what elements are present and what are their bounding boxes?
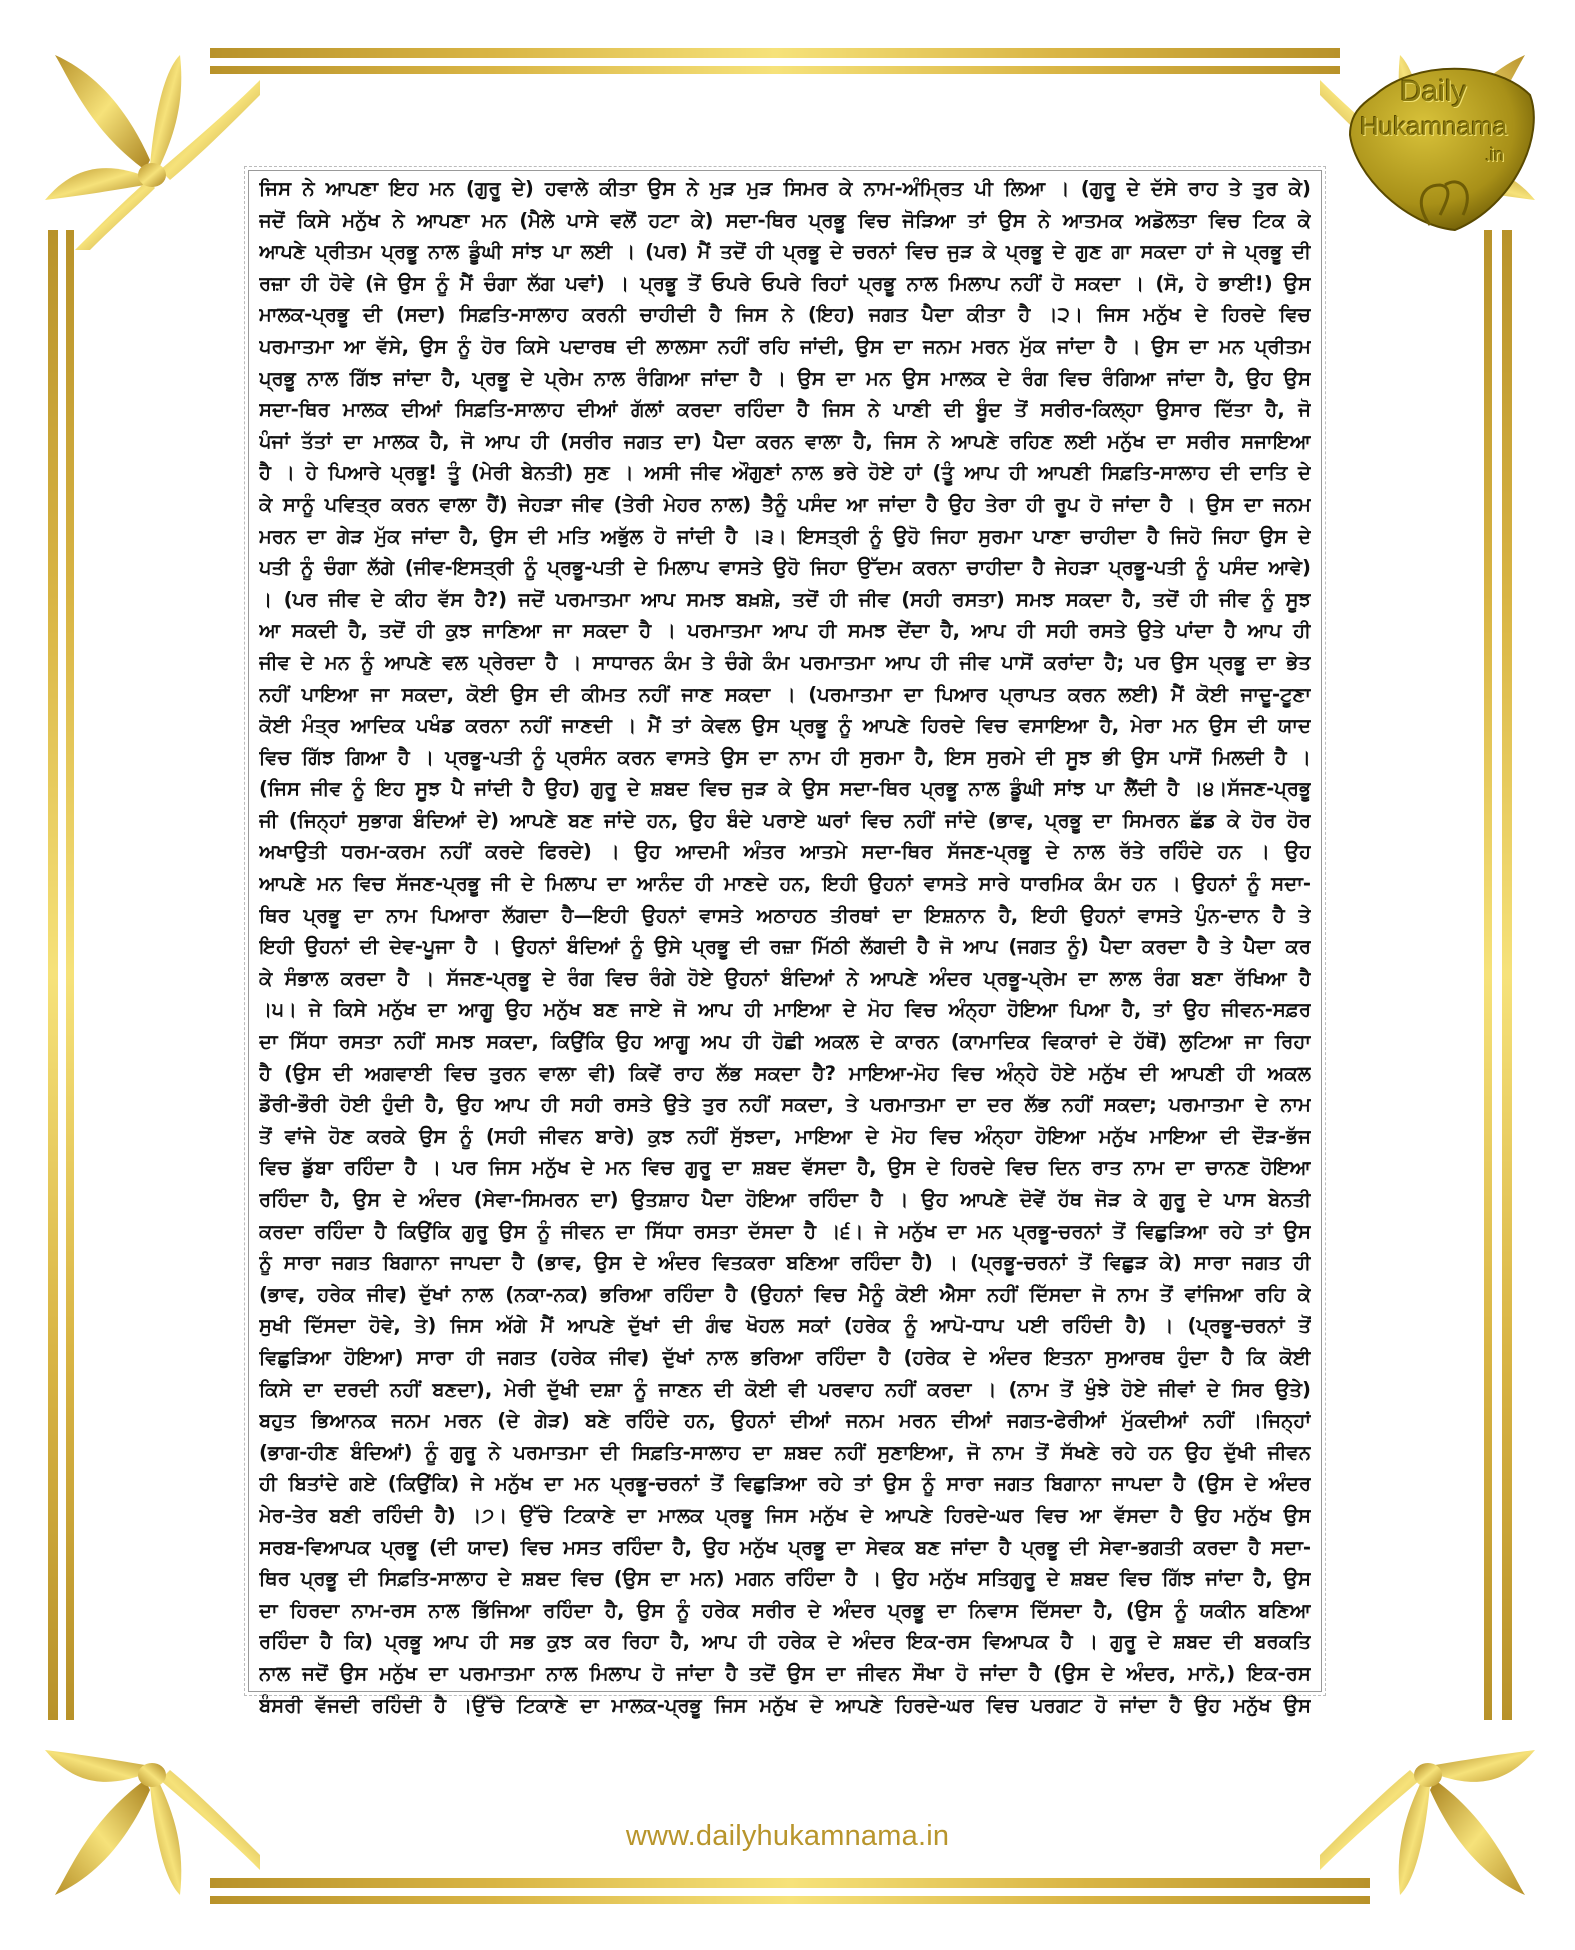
text-line: ਮਾਲਕ-ਪ੍ਰਭੂ ਦੀ (ਸਦਾ) ਸਿਫ਼ਤਿ-ਸਾਲਾਹ ਕਰਨੀ ਚਾਹੀਦੀ ਹੈ ਜਿਸ ਨੇ (ਇਹ) ਜਗਤ ਪੈਦਾ ਕੀਤਾ ਹੈ ।੨। ਜਿਸ ਮਨੁੱਖ ਦੇ ਹਿਰਦੇ ਵਿਚ: [259, 303, 1311, 327]
frame-bottom-outer: [210, 1878, 1370, 1888]
text-line: ਆਪਣੇ ਪ੍ਰੀਤਮ ਪ੍ਰਭੂ ਨਾਲ ਡੂੰਘੀ ਸਾਂਝ ਪਾ ਲਈ । (ਪਰ) ਮੈਂ ਤਦੋਂ ਹੀ ਪ੍ਰਭੂ ਦੇ ਚਰਨਾਂ ਵਿਚ ਜੁੜ ਕੇ ਪ੍ਰਭੂ ਦੇ ਗੁਣ ਗਾ ਸਕਦਾ ਹਾਂ ਜੇ ਪ੍ਰਭੂ ਦੀ: [259, 240, 1311, 264]
frame-left-inner: [66, 230, 74, 1720]
text-line: ਕੋਈ ਮੰਤ੍ਰ ਆਦਿਕ ਪਖੰਡ ਕਰਨਾ ਨਹੀਂ ਜਾਣਦੀ । ਮੈਂ ਤਾਂ ਕੇਵਲ ਉਸ ਪ੍ਰਭੂ ਨੂੰ ਆਪਣੇ ਹਿਰਦੇ ਵਿਚ ਵਸਾਇਆ ਹੈ, ਮੇਰਾ ਮਨ ਉਸ ਦੀ ਯਾਦ: [259, 714, 1311, 738]
text-line: ਨਾਲ ਜਦੋਂ ਉਸ ਮਨੁੱਖ ਦਾ ਪਰਮਾਤਮਾ ਨਾਲ ਮਿਲਾਪ ਹੋ ਜਾਂਦਾ ਹੈ ਤਦੋਂ ਉਸ ਦਾ ਜੀਵਨ ਸੌਖਾ ਹੋ ਜਾਂਦਾ ਹੈ (ਉਸ ਦੇ ਅੰਦਰ, ਮਾਨੋ,) ਇਕ-ਰਸ: [259, 1661, 1311, 1685]
frame-bottom-inner: [210, 1896, 1370, 1904]
text-line: ਪਤੀ ਨੂੰ ਚੰਗਾ ਲੱਗੇ (ਜੀਵ-ਇਸਤ੍ਰੀ ਨੂੰ ਪ੍ਰਭੂ-ਪਤੀ ਦੇ ਮਿਲਾਪ ਵਾਸਤੇ ਉਹੋ ਜਿਹਾ ਉੱਦਮ ਕਰਨਾ ਚਾਹੀਦਾ ਹੈ ਜੇਹੜਾ ਪ੍ਰਭੂ-ਪਤੀ ਨੂੰ ਪਸੰਦ ਆਵੇ): [259, 556, 1311, 580]
text-line: ਰਜ਼ਾ ਹੀ ਹੋਵੇ (ਜੇ ਉਸ ਨੂੰ ਮੈਂ ਚੰਗਾ ਲੱਗ ਪਵਾਂ) । ਪ੍ਰਭੂ ਤੋਂ ਓਪਰੇ ਓਪਰੇ ਰਿਹਾਂ ਪ੍ਰਭੂ ਨਾਲ ਮਿਲਾਪ ਨਹੀਂ ਹੋ ਸਕਦਾ । (ਸੋ, ਹੇ ਭਾਈ!) ਉਸ: [259, 271, 1311, 295]
frame-top-inner: [210, 66, 1340, 74]
corner-ornament-top-left: [30, 20, 260, 250]
flourish-icon: [1320, 1700, 1550, 1930]
text-line: ਥਿਰ ਪ੍ਰਭੂ ਦਾ ਨਾਮ ਪਿਆਰਾ ਲੱਗਦਾ ਹੈ—ਇਹੀ ਉਹਨਾਂ ਵਾਸਤੇ ਅਠਾਹਠ ਤੀਰਥਾਂ ਦਾ ਇਸ਼ਨਾਨ ਹੈ, ਇਹੀ ਉਹਨਾਂ ਵਾਸਤੇ ਪੁੰਨ-ਦਾਨ ਹੈ ਤੇ: [259, 903, 1311, 927]
text-line: ਰਹਿੰਦਾ ਹੈ ਕਿ) ਪ੍ਰਭੂ ਆਪ ਹੀ ਸਭ ਕੁਝ ਕਰ ਰਿਹਾ ਹੈ, ਆਪ ਹੀ ਹਰੇਕ ਦੇ ਅੰਦਰ ਇਕ-ਰਸ ਵਿਆਪਕ ਹੈ । ਗੁਰੂ ਦੇ ਸ਼ਬਦ ਦੀ ਬਰਕਤਿ: [259, 1630, 1311, 1654]
gurbani-explanation-panel: [248, 170, 1322, 1717]
text-line: (ਜਿਸ ਜੀਵ ਨੂੰ ਇਹ ਸੂਝ ਪੈ ਜਾਂਦੀ ਹੈ ਉਹ) ਗੁਰੂ ਦੇ ਸ਼ਬਦ ਵਿਚ ਜੁੜ ਕੇ ਉਸ ਸਦਾ-ਥਿਰ ਪ੍ਰਭੂ ਨਾਲ ਡੂੰਘੀ ਸਾਂਝ ਪਾ ਲੈਂਦੀ ਹੈ ।੪।ਸੱਜਣ-ਪ੍ਰਭੂ: [259, 777, 1311, 801]
text-line: ਹੈ । ਹੇ ਪਿਆਰੇ ਪ੍ਰਭੂ! ਤੂੰ (ਮੇਰੀ ਬੇਨਤੀ) ਸੁਣ । ਅਸੀ ਜੀਵ ਔਗੁਣਾਂ ਨਾਲ ਭਰੇ ਹੋਏ ਹਾਂ (ਤੂੰ ਆਪ ਹੀ ਆਪਣੀ ਸਿਫ਼ਤਿ-ਸਾਲਾਹ ਦੀ ਦਾਤਿ ਦੇ: [259, 461, 1311, 485]
text-line: ਕੇ ਸੰਭਾਲ ਕਰਦਾ ਹੈ । ਸੱਜਣ-ਪ੍ਰਭੂ ਦੇ ਰੰਗ ਵਿਚ ਰੰਗੇ ਹੋਏ ਉਹਨਾਂ ਬੰਦਿਆਂ ਨੇ ਆਪਣੇ ਅੰਦਰ ਪ੍ਰਭੂ-ਪ੍ਰੇਮ ਦਾ ਲਾਲ ਰੰਗ ਬਣਾ ਰੱਖਿਆ ਹੈ: [259, 966, 1311, 990]
text-line: ਹੀ ਬਿਤਾਂਦੇ ਗਏ (ਕਿਉਂਕਿ) ਜੇ ਮਨੁੱਖ ਦਾ ਮਨ ਪ੍ਰਭੂ-ਚਰਨਾਂ ਤੋਂ ਵਿਛੁੜਿਆ ਰਹੇ ਤਾਂ ਉਸ ਨੂੰ ਸਾਰਾ ਜਗਤ ਬਿਗਾਨਾ ਜਾਪਦਾ ਹੈ (ਉਸ ਦੇ ਅੰਦਰ: [259, 1472, 1311, 1496]
frame-right-inner: [1484, 230, 1492, 1720]
text-line: ਸੁਖੀ ਦਿੱਸਦਾ ਹੋਵੇ, ਤੇ) ਜਿਸ ਅੱਗੇ ਮੈਂ ਆਪਣੇ ਦੁੱਖਾਂ ਦੀ ਗੰਢ ਖੋਹਲ ਸਕਾਂ (ਹਰੇਕ ਨੂੰ ਆਪੋ-ਧਾਪ ਪਈ ਰਹਿੰਦੀ ਹੈ) । (ਪ੍ਰਭੂ-ਚਰਨਾਂ ਤੋਂ: [259, 1314, 1311, 1338]
corner-ornament-bottom-right: [1320, 1700, 1550, 1930]
flourish-icon: [30, 1700, 260, 1930]
text-line: ਤੋਂ ਵਾਂਜੇ ਹੋਣ ਕਰਕੇ ਉਸ ਨੂੰ (ਸਹੀ ਜੀਵਨ ਬਾਰੇ) ਕੁਝ ਨਹੀਂ ਸੁੱਝਦਾ, ਮਾਇਆ ਦੇ ਮੋਹ ਵਿਚ ਅੰਨ੍ਹਾ ਹੋਇਆ ਮਨੁੱਖ ਮਾਇਆ ਦੀ ਦੌੜ-ਭੱਜ: [259, 1124, 1311, 1148]
text-line: ਨਹੀਂ ਪਾਇਆ ਜਾ ਸਕਦਾ, ਕੋਈ ਉਸ ਦੀ ਕੀਮਤ ਨਹੀਂ ਜਾਣ ਸਕਦਾ । (ਪਰਮਾਤਮਾ ਦਾ ਪਿਆਰ ਪ੍ਰਾਪਤ ਕਰਨ ਲਈ) ਮੈਂ ਕੋਈ ਜਾਦੂ-ਟੂਣਾ: [259, 682, 1311, 706]
text-line: ਆਪਣੇ ਮਨ ਵਿਚ ਸੱਜਣ-ਪ੍ਰਭੂ ਜੀ ਦੇ ਮਿਲਾਪ ਦਾ ਆਨੰਦ ਹੀ ਮਾਣਦੇ ਹਨ, ਇਹੀ ਉਹਨਾਂ ਵਾਸਤੇ ਸਾਰੇ ਧਾਰਮਿਕ ਕੰਮ ਹਨ । ਉਹਨਾਂ ਨੂੰ ਸਦਾ-: [259, 872, 1311, 896]
text-line: ਸਰਬ-ਵਿਆਪਕ ਪ੍ਰਭੂ (ਦੀ ਯਾਦ) ਵਿਚ ਮਸਤ ਰਹਿੰਦਾ ਹੈ, ਉਹ ਮਨੁੱਖ ਪ੍ਰਭੂ ਦਾ ਸੇਵਕ ਬਣ ਜਾਂਦਾ ਹੈ ਪ੍ਰਭੂ ਦੀ ਸੇਵਾ-ਭਗਤੀ ਕਰਦਾ ਹੈ ਸਦਾ-: [259, 1535, 1311, 1559]
text-line: ਪੰਜਾਂ ਤੱਤਾਂ ਦਾ ਮਾਲਕ ਹੈ, ਜੋ ਆਪ ਹੀ (ਸਰੀਰ ਜਗਤ ਦਾ) ਪੈਦਾ ਕਰਨ ਵਾਲਾ ਹੈ, ਜਿਸ ਨੇ ਆਪਣੇ ਰਹਿਣ ਲਈ ਮਨੁੱਖ ਦਾ ਸਰੀਰ ਸਜਾਇਆ: [259, 429, 1311, 453]
text-line: ਕੇ ਸਾਨੂੰ ਪਵਿਤ੍ਰ ਕਰਨ ਵਾਲਾ ਹੈਂ) ਜੇਹੜਾ ਜੀਵ (ਤੇਰੀ ਮੇਹਰ ਨਾਲ) ਤੈਨੂੰ ਪਸੰਦ ਆ ਜਾਂਦਾ ਹੈ ਉਹ ਤੇਰਾ ਹੀ ਰੂਪ ਹੋ ਜਾਂਦਾ ਹੈ । ਉਸ ਦਾ ਜਨਮ: [259, 492, 1311, 516]
text-line: ਪਰਮਾਤਮਾ ਆ ਵੱਸੇ, ਉਸ ਨੂੰ ਹੋਰ ਕਿਸੇ ਪਦਾਰਥ ਦੀ ਲਾਲਸਾ ਨਹੀਂ ਰਹਿ ਜਾਂਦੀ, ਉਸ ਦਾ ਜਨਮ ਮਰਨ ਮੁੱਕ ਜਾਂਦਾ ਹੈ । ਉਸ ਦਾ ਮਨ ਪ੍ਰੀਤਮ: [259, 334, 1311, 358]
text-line: ਨੂੰ ਸਾਰਾ ਜਗਤ ਬਿਗਾਨਾ ਜਾਪਦਾ ਹੈ (ਭਾਵ, ਉਸ ਦੇ ਅੰਦਰ ਵਿਤਕਰਾ ਬਣਿਆ ਰਹਿੰਦਾ ਹੈ) । (ਪ੍ਰਭੂ-ਚਰਨਾਂ ਤੋਂ ਵਿਛੁੜ ਕੇ) ਸਾਰਾ ਜਗਤ ਹੀ: [259, 1251, 1311, 1275]
text-line: ਬਹੁਤ ਭਿਆਨਕ ਜਨਮ ਮਰਨ (ਦੇ ਗੇੜ) ਬਣੇ ਰਹਿੰਦੇ ਹਨ, ਉਹਨਾਂ ਦੀਆਂ ਜਨਮ ਮਰਨ ਦੀਆਂ ਜਗਤ-ਫੇਰੀਆਂ ਮੁੱਕਦੀਆਂ ਨਹੀਂ ।ਜਿਨ੍ਹਾਂ: [259, 1409, 1311, 1433]
text-line: ਇਹੀ ਉਹਨਾਂ ਦੀ ਦੇਵ-ਪੂਜਾ ਹੈ । ਉਹਨਾਂ ਬੰਦਿਆਂ ਨੂੰ ਉਸੇ ਪ੍ਰਭੂ ਦੀ ਰਜ਼ਾ ਮਿੱਠੀ ਲੱਗਦੀ ਹੈ ਜੋ ਆਪ (ਜਗਤ ਨੂੰ) ਪੈਦਾ ਕਰਦਾ ਹੈ ਤੇ ਪੈਦਾ ਕਰ: [259, 935, 1311, 959]
text-line: ।੫। ਜੇ ਕਿਸੇ ਮਨੁੱਖ ਦਾ ਆਗੂ ਉਹ ਮਨੁੱਖ ਬਣ ਜਾਏ ਜੋ ਆਪ ਹੀ ਮਾਇਆ ਦੇ ਮੋਹ ਵਿਚ ਅੰਨ੍ਹਾ ਹੋਇਆ ਪਿਆ ਹੈ, ਤਾਂ ਉਹ ਜੀਵਨ-ਸਫ਼ਰ: [259, 998, 1311, 1022]
text-line: (ਭਾਗ-ਹੀਣ ਬੰਦਿਆਂ) ਨੂੰ ਗੁਰੂ ਨੇ ਪਰਮਾਤਮਾ ਦੀ ਸਿਫ਼ਤਿ-ਸਾਲਾਹ ਦਾ ਸ਼ਬਦ ਨਹੀਂ ਸੁਣਾਇਆ, ਜੋ ਨਾਮ ਤੋਂ ਸੱਖਣੇ ਰਹੇ ਹਨ ਉਹ ਦੁੱਖੀ ਜੀਵਨ: [259, 1440, 1311, 1464]
frame-top-outer: [210, 48, 1340, 58]
text-line: ਵਿਚ ਡੁੱਬਾ ਰਹਿੰਦਾ ਹੈ । ਪਰ ਜਿਸ ਮਨੁੱਖ ਦੇ ਮਨ ਵਿਚ ਗੁਰੂ ਦਾ ਸ਼ਬਦ ਵੱਸਦਾ ਹੈ, ਉਸ ਦੇ ਹਿਰਦੇ ਵਿਚ ਦਿਨ ਰਾਤ ਨਾਮ ਦਾ ਚਾਨਣ ਹੋਇਆ: [259, 1156, 1311, 1180]
text-line: ਜੀਵ ਦੇ ਮਨ ਨੂੰ ਆਪਣੇ ਵਲ ਪ੍ਰੇਰਦਾ ਹੈ । ਸਾਧਾਰਨ ਕੰਮ ਤੇ ਚੰਗੇ ਕੰਮ ਪਰਮਾਤਮਾ ਆਪ ਹੀ ਜੀਵ ਪਾਸੋਂ ਕਰਾਂਦਾ ਹੈ; ਪਰ ਉਸ ਪ੍ਰਭੂ ਦਾ ਭੇਤ: [259, 650, 1311, 674]
text-line: ਜਦੋਂ ਕਿਸੇ ਮਨੁੱਖ ਨੇ ਆਪਣਾ ਮਨ (ਮੈਲੇ ਪਾਸੇ ਵਲੋਂ ਹਟਾ ਕੇ) ਸਦਾ-ਥਿਰ ਪ੍ਰਭੂ ਵਿਚ ਜੋੜਿਆ ਤਾਂ ਉਸ ਨੇ ਆਤਮਕ ਅਡੋਲਤਾ ਵਿਚ ਟਿਕ ਕੇ: [259, 208, 1311, 232]
text-line: ਆ ਸਕਦੀ ਹੈ, ਤਦੋਂ ਹੀ ਕੁਝ ਜਾਣਿਆ ਜਾ ਸਕਦਾ ਹੈ । ਪਰਮਾਤਮਾ ਆਪ ਹੀ ਸਮਝ ਦੇਂਦਾ ਹੈ, ਆਪ ਹੀ ਸਹੀ ਰਸਤੇ ਉਤੇ ਪਾਂਦਾ ਹੈ ਆਪ ਹੀ: [259, 619, 1311, 643]
text-line: ਕਰਦਾ ਰਹਿੰਦਾ ਹੈ ਕਿਉਂਕਿ ਗੁਰੂ ਉਸ ਨੂੰ ਜੀਵਨ ਦਾ ਸਿੱਧਾ ਰਸਤਾ ਦੱਸਦਾ ਹੈ ।੬। ਜੇ ਮਨੁੱਖ ਦਾ ਮਨ ਪ੍ਰਭੂ-ਚਰਨਾਂ ਤੋਂ ਵਿਛੁੜਿਆ ਰਹੇ ਤਾਂ ਉਸ: [259, 1219, 1311, 1243]
text-line: ਅਖਾਉਤੀ ਧਰਮ-ਕਰਮ ਨਹੀਂ ਕਰਦੇ ਫਿਰਦੇ) । ਉਹ ਆਦਮੀ ਅੰਤਰ ਆਤਮੇ ਸਦਾ-ਥਿਰ ਸੱਜਣ-ਪ੍ਰਭੂ ਦੇ ਨਾਲ ਰੱਤੇ ਰਹਿੰਦੇ ਹਨ । ਉਹ: [259, 840, 1311, 864]
text-line: ਸਦਾ-ਥਿਰ ਮਾਲਕ ਦੀਆਂ ਸਿਫ਼ਤਿ-ਸਾਲਾਹ ਦੀਆਂ ਗੱਲਾਂ ਕਰਦਾ ਰਹਿੰਦਾ ਹੈ ਜਿਸ ਨੇ ਪਾਣੀ ਦੀ ਬੂੰਦ ਤੋਂ ਸਰੀਰ-ਕਿਲ੍ਹਾ ਉਸਾਰ ਦਿੱਤਾ ਹੈ, ਜੋ: [259, 398, 1311, 422]
logo-text-daily: Daily: [1400, 75, 1467, 108]
frame-right-outer: [1502, 230, 1512, 1720]
text-line: ਜਿਸ ਨੇ ਆਪਣਾ ਇਹ ਮਨ (ਗੁਰੂ ਦੇ) ਹਵਾਲੇ ਕੀਤਾ ਉਸ ਨੇ ਮੁੜ ਮੁੜ ਸਿਮਰ ਕੇ ਨਾਮ-ਅੰਮ੍ਰਿਤ ਪੀ ਲਿਆ । (ਗੁਰੂ ਦੇ ਦੱਸੇ ਰਾਹ ਤੇ ਤੁਰ ਕੇ): [259, 177, 1311, 200]
text-line: ਡੌਰੀ-ਭੌਰੀ ਹੋਈ ਹੁੰਦੀ ਹੈ, ਉਹ ਆਪ ਹੀ ਸਹੀ ਰਸਤੇ ਉਤੇ ਤੁਰ ਨਹੀਂ ਸਕਦਾ, ਤੇ ਪਰਮਾਤਮਾ ਦਾ ਦਰ ਲੱਭ ਨਹੀਂ ਸਕਦਾ; ਪਰਮਾਤਮਾ ਦੇ ਨਾਮ: [259, 1093, 1311, 1117]
logo-text-domain: .in: [1485, 145, 1505, 165]
text-line: ਵਿਚ ਗਿੱਝ ਗਿਆ ਹੈ । ਪ੍ਰਭੂ-ਪਤੀ ਨੂੰ ਪ੍ਰਸੰਨ ਕਰਨ ਵਾਸਤੇ ਉਸ ਦਾ ਨਾਮ ਹੀ ਸੁਰਮਾ ਹੈ, ਇਸ ਸੁਰਮੇ ਦੀ ਸੂਝ ਭੀ ਉਸ ਪਾਸੋਂ ਮਿਲਦੀ ਹੈ ।: [259, 745, 1311, 769]
text-line: ਰਹਿੰਦਾ ਹੈ, ਉਸ ਦੇ ਅੰਦਰ (ਸੇਵਾ-ਸਿਮਰਨ ਦਾ) ਉਤਸ਼ਾਹ ਪੈਦਾ ਹੋਇਆ ਰਹਿੰਦਾ ਹੈ । ਉਹ ਆਪਣੇ ਦੋਵੇਂ ਹੱਥ ਜੋੜ ਕੇ ਗੁਰੂ ਦੇ ਪਾਸ ਬੇਨਤੀ: [259, 1188, 1311, 1211]
website-url[interactable]: www.dailyhukamnama.in: [625, 1820, 950, 1852]
corner-ornament-bottom-left: [30, 1700, 260, 1930]
flourish-icon: [30, 20, 260, 250]
daily-hukamnama-logo: [1345, 55, 1545, 235]
explanation-text: [249, 171, 1321, 1721]
logo-text-hukamnama: Hukamnama: [1360, 111, 1508, 141]
text-line: ਮੇਰ-ਤੇਰ ਬਣੀ ਰਹਿੰਦੀ ਹੈ) ।੭। ਉੱਚੇ ਟਿਕਾਣੇ ਦਾ ਮਾਲਕ ਪ੍ਰਭੂ ਜਿਸ ਮਨੁੱਖ ਦੇ ਆਪਣੇ ਹਿਰਦੇ-ਘਰ ਵਿਚ ਆ ਵੱਸਦਾ ਹੈ ਉਹ ਮਨੁੱਖ ਉਸ: [259, 1503, 1311, 1527]
text-line: ਕਿਸੇ ਦਾ ਦਰਦੀ ਨਹੀਂ ਬਣਦਾ), ਮੇਰੀ ਦੁੱਖੀ ਦਸ਼ਾ ਨੂੰ ਜਾਣਨ ਦੀ ਕੋਈ ਵੀ ਪਰਵਾਹ ਨਹੀਂ ਕਰਦਾ । (ਨਾਮ ਤੋਂ ਖੁੰਝੇ ਹੋਏ ਜੀਵਾਂ ਦੇ ਸਿਰ ਉਤੇ): [259, 1377, 1311, 1401]
text-line: ਬੰਸਰੀ ਵੱਜਦੀ ਰਹਿੰਦੀ ਹੈ ।ਉੱਚੇ ਟਿਕਾਣੇ ਦਾ ਮਾਲਕ-ਪ੍ਰਭੂ ਜਿਸ ਮਨੁੱਖ ਦੇ ਆਪਣੇ ਹਿਰਦੇ-ਘਰ ਵਿਚ ਪਰਗਟ ਹੋ ਜਾਂਦਾ ਹੈ ਉਹ ਮਨੁੱਖ ਉਸ: [259, 1693, 1311, 1717]
text-line: ਪ੍ਰਭੂ ਨਾਲ ਗਿੱਝ ਜਾਂਦਾ ਹੈ, ਪ੍ਰਭੂ ਦੇ ਪ੍ਰੇਮ ਨਾਲ ਰੰਗਿਆ ਜਾਂਦਾ ਹੈ । ਉਸ ਦਾ ਮਨ ਉਸ ਮਾਲਕ ਦੇ ਰੰਗ ਵਿਚ ਰੰਗਿਆ ਜਾਂਦਾ ਹੈ, ਉਹ ਉਸ: [259, 366, 1311, 390]
text-line: (ਭਾਵ, ਹਰੇਕ ਜੀਵ) ਦੁੱਖਾਂ ਨਾਲ (ਨਕਾ-ਨਕ) ਭਰਿਆ ਰਹਿੰਦਾ ਹੈ (ਉਹਨਾਂ ਵਿਚ ਮੈਨੂੰ ਕੋਈ ਐਸਾ ਨਹੀਂ ਦਿੱਸਦਾ ਜੋ ਨਾਮ ਤੋਂ ਵਾਂਜਿਆ ਰਹਿ ਕੇ: [259, 1282, 1311, 1306]
text-line: । (ਪਰ ਜੀਵ ਦੇ ਕੀਹ ਵੱਸ ਹੈ?) ਜਦੋਂ ਪਰਮਾਤਮਾ ਆਪ ਸਮਝ ਬਖ਼ਸ਼ੇ, ਤਦੋਂ ਹੀ ਜੀਵ (ਸਹੀ ਰਸਤਾ) ਸਮਝ ਸਕਦਾ ਹੈ, ਤਦੋਂ ਹੀ ਜੀਵ ਨੂੰ ਸੂਝ: [259, 587, 1311, 611]
text-line: ਵਿਛੁੜਿਆ ਹੋਇਆ) ਸਾਰਾ ਹੀ ਜਗਤ (ਹਰੇਕ ਜੀਵ) ਦੁੱਖਾਂ ਨਾਲ ਭਰਿਆ ਰਹਿੰਦਾ ਹੈ (ਹਰੇਕ ਦੇ ਅੰਦਰ ਇਤਨਾ ਸੁਆਰਥ ਹੁੰਦਾ ਹੈ ਕਿ ਕੋਈ: [259, 1345, 1311, 1369]
text-line: ਜੀ (ਜਿਨ੍ਹਾਂ ਸੁਭਾਗ ਬੰਦਿਆਂ ਦੇ) ਆਪਣੇ ਬਣ ਜਾਂਦੇ ਹਨ, ਉਹ ਬੰਦੇ ਪਰਾਏ ਘਰਾਂ ਵਿਚ ਨਹੀਂ ਜਾਂਦੇ (ਭਾਵ, ਪ੍ਰਭੂ ਦਾ ਸਿਮਰਨ ਛੱਡ ਕੇ ਹੋਰ ਹੋਰ: [259, 808, 1311, 832]
text-line: ਥਿਰ ਪ੍ਰਭੂ ਦੀ ਸਿਫ਼ਤਿ-ਸਾਲਾਹ ਦੇ ਸ਼ਬਦ ਵਿਚ (ਉਸ ਦਾ ਮਨ) ਮਗਨ ਰਹਿੰਦਾ ਹੈ । ਉਹ ਮਨੁੱਖ ਸਤਿਗੁਰੂ ਦੇ ਸ਼ਬਦ ਵਿਚ ਗਿੱਝ ਜਾਂਦਾ ਹੈ, ਉਸ: [259, 1567, 1311, 1591]
text-line: ਹੈ (ਉਸ ਦੀ ਅਗਵਾਈ ਵਿਚ ਤੁਰਨ ਵਾਲਾ ਵੀ) ਕਿਵੇਂ ਰਾਹ ਲੱਭ ਸਕਦਾ ਹੈ? ਮਾਇਆ-ਮੋਹ ਵਿਚ ਅੰਨ੍ਹੇ ਹੋਏ ਮਨੁੱਖ ਦੀ ਆਪਣੀ ਹੀ ਅਕਲ: [259, 1061, 1311, 1085]
text-line: ਦਾ ਸਿੱਧਾ ਰਸਤਾ ਨਹੀਂ ਸਮਝ ਸਕਦਾ, ਕਿਉਂਕਿ ਉਹ ਆਗੂ ਅਪ ਹੀ ਹੋਛੀ ਅਕਲ ਦੇ ਕਾਰਨ (ਕਾਮਾਦਿਕ ਵਿਕਾਰਾਂ ਦੇ ਹੱਥੋਂ) ਲੁਟਿਆ ਜਾ ਰਿਹਾ: [259, 1030, 1311, 1054]
text-line: ਦਾ ਹਿਰਦਾ ਨਾਮ-ਰਸ ਨਾਲ ਭਿੱਜਿਆ ਰਹਿੰਦਾ ਹੈ, ਉਸ ਨੂੰ ਹਰੇਕ ਸਰੀਰ ਦੇ ਅੰਦਰ ਪ੍ਰਭੂ ਦਾ ਨਿਵਾਸ ਦਿੱਸਦਾ ਹੈ, (ਉਸ ਨੂੰ ਯਕੀਨ ਬਣਿਆ: [259, 1598, 1311, 1622]
text-line: ਮਰਨ ਦਾ ਗੇੜ ਮੁੱਕ ਜਾਂਦਾ ਹੈ, ਉਸ ਦੀ ਮਤਿ ਅਭੁੱਲ ਹੋ ਜਾਂਦੀ ਹੈ ।੩। ਇਸਤ੍ਰੀ ਨੂੰ ਉਹੋ ਜਿਹਾ ਸੁਰਮਾ ਪਾਣਾ ਚਾਹੀਦਾ ਹੈ ਜਿਹੋ ਜਿਹਾ ਉਸ ਦੇ: [259, 524, 1311, 548]
frame-left-outer: [48, 230, 58, 1720]
